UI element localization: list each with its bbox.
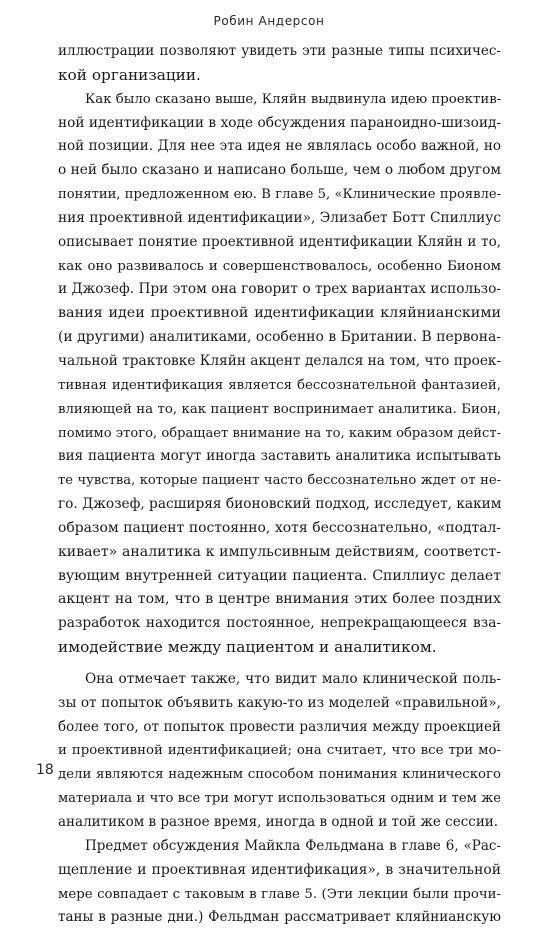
text-line: более того, от попыток провести различия между проекцией	[58, 718, 501, 735]
text-line: го. Джозеф, расширяя бионовский подход, исследует, каким	[58, 496, 501, 513]
paragraph-start-line: Она отмечает также, что видит мало клинической поль-	[85, 670, 501, 687]
text-line: вующим внутренней ситуации пациента. Спиллиус делает	[58, 567, 501, 584]
text-line: таны в разные дни.) Фельдман рассматривает кляйнианскую	[58, 909, 501, 926]
text-line: и проективной идентификацией; она считает, что все три мо-	[58, 743, 501, 759]
text-line: мере совпадает с таковым в главе 5. (Эти лекции были прочи-	[58, 886, 501, 902]
text-line: разработок находится постоянное, непрекращающееся вза-	[58, 615, 501, 632]
text-line: ния проективной идентификации», Элизабет Ботт Спиллиус	[58, 209, 501, 226]
text-line: кой организации.	[58, 65, 201, 84]
text-line: чальной трактовке Кляйн акцент делался на том, что проек-	[58, 352, 501, 369]
text-line: о ней было сказано и написано больше, чем о любом другом	[58, 162, 501, 179]
text-line: описывает понятие проективной идентификации Кляйн и то,	[58, 233, 501, 250]
running-head: Робин Андерсон	[213, 14, 325, 28]
text-line: влияющей на то, как пациент воспринимает аналитика. Бион,	[58, 401, 501, 417]
page-number: 18	[36, 762, 54, 778]
text-line: (и другими) аналитиками, особенно в Британии. В первона-	[58, 329, 501, 346]
text-line: понятии, предложенном ею. В главе 5, «Клинические проявле-	[58, 187, 501, 203]
text-line: те чувства, которые пациент часто бессознательно ждет от не-	[58, 473, 501, 489]
paragraph-start-line: Как было сказано выше, Кляйн выдвинула идею проектив-	[85, 91, 501, 107]
text-line: вия пациента могут иногда заставить аналитика испытывать	[58, 448, 501, 465]
text-line: дели являются надежным способом понимания клинического	[58, 767, 501, 783]
text-line: ной идентификации в ходе обсуждения параноидно-шизоид-	[58, 114, 501, 131]
text-line: зы от попыток объявить какую-то из моделей «правильной»,	[58, 694, 501, 711]
text-line: имодействие между пациентом и аналитиком.	[58, 638, 437, 657]
text-line: акцент на том, что в центре внимания этих более поздних	[58, 591, 501, 608]
text-line: вания идеи проективной идентификации кляйнианскими	[58, 305, 501, 322]
text-line: щепление и проективная идентификация», в значительной	[58, 861, 501, 878]
text-line: иллюстрации позволяют увидеть эти разные типы психичес-	[58, 43, 501, 59]
text-line: ной позиции. Для нее эта идея не являлась особо важной, но	[58, 138, 501, 155]
text-line: как оно развивалось и совершенствовалось, особенно Бионом	[58, 258, 501, 274]
paragraph-start-line: Предмет обсуждения Майкла Фельдмана в главе 6, «Рас-	[85, 837, 501, 854]
text-line: помимо этого, обращает внимание на то, каким образом дейст-	[58, 425, 501, 441]
text-line: и Джозеф. При этом она говорит о трех вариантах использо-	[58, 281, 501, 298]
text-line: кивает» аналитика к импульсивным действиям, соответст-	[58, 543, 501, 560]
text-line: тивная идентификация является бессознательной фантазией,	[58, 377, 501, 393]
text-line: материала и что все три могут использоваться одним и тем же	[58, 791, 501, 807]
text-line: аналитиком в разное время, иногда в одной и той же сессии.	[58, 814, 499, 830]
text-line: образом пациент постоянно, хотя бессознательно, «подтал-	[58, 519, 501, 536]
body-text	[58, 40, 501, 930]
